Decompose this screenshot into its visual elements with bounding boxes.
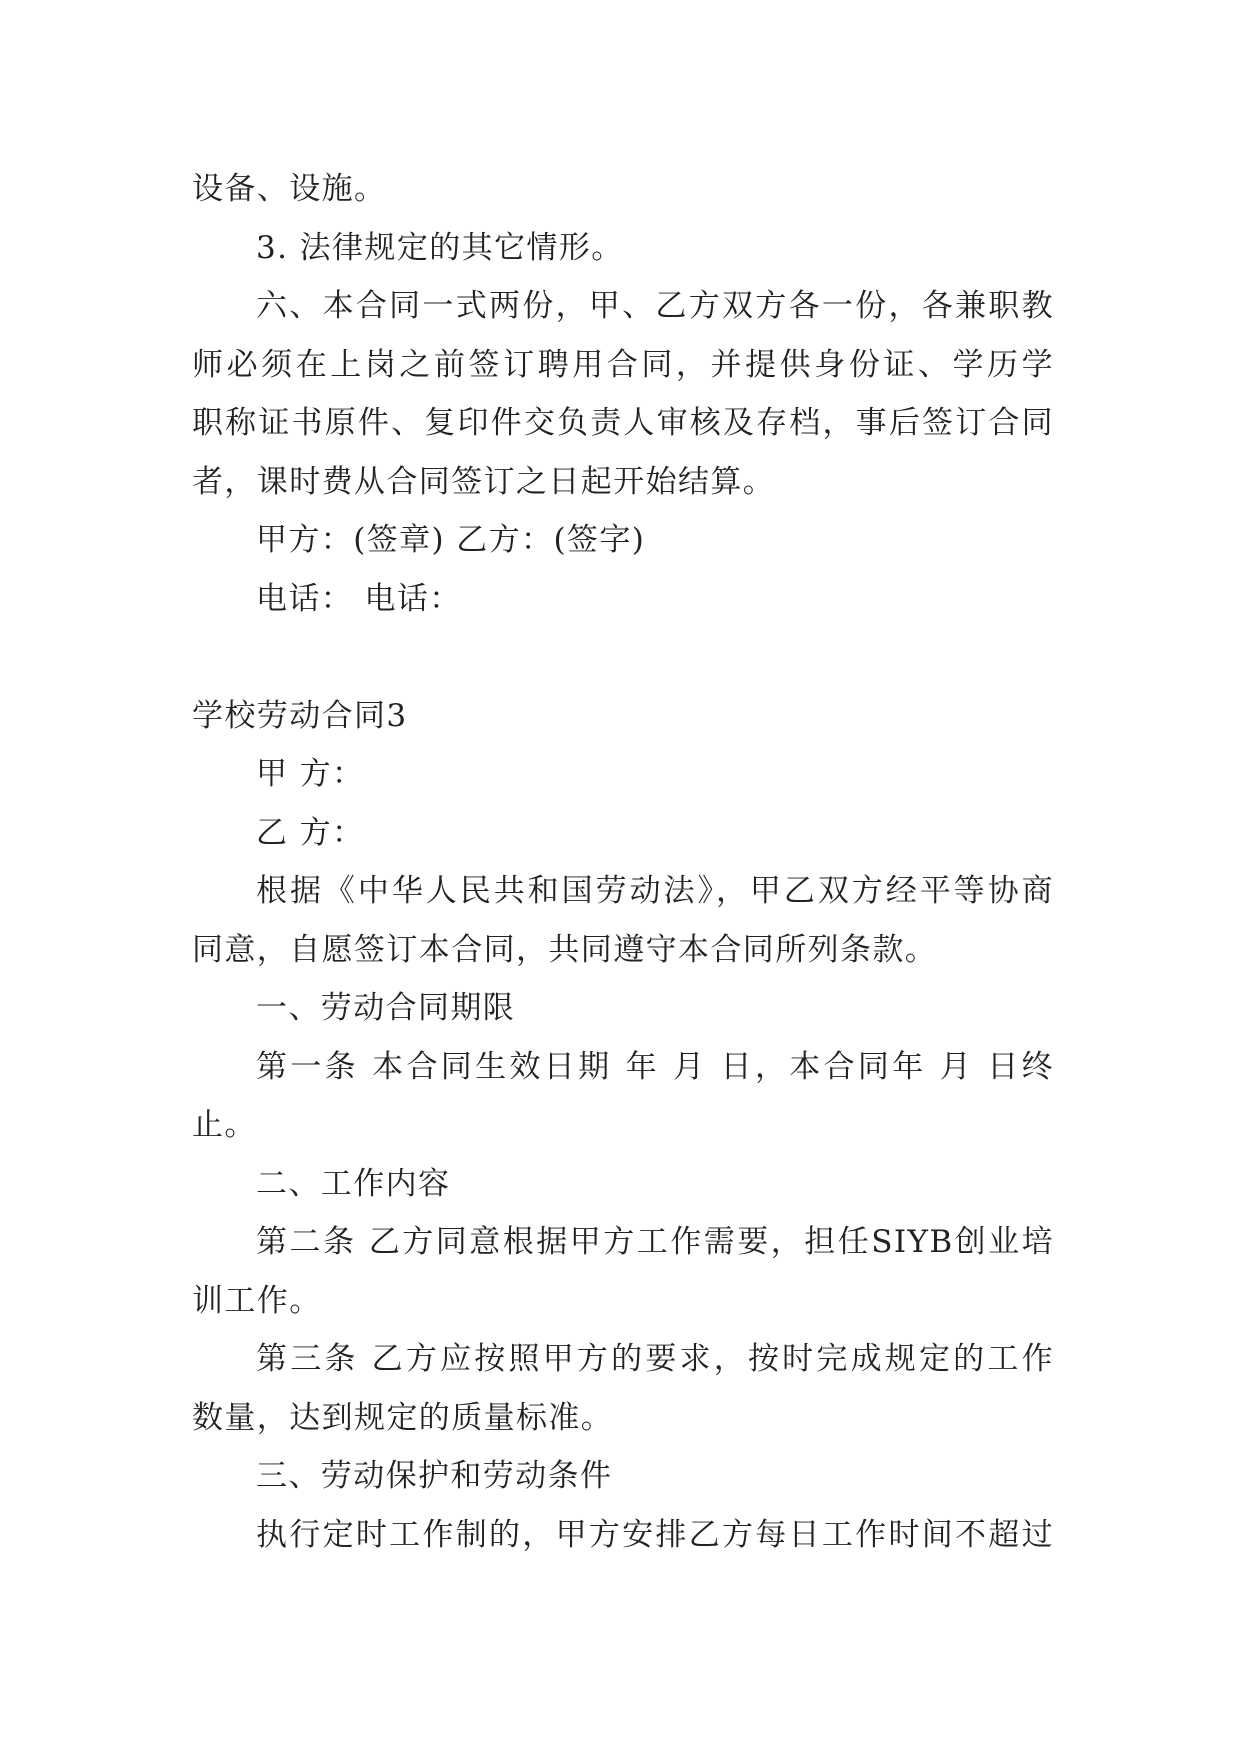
section-heading-2: 二、工作内容 <box>256 1165 451 1202</box>
text-line-section-6: 六、本合同一式两份，甲、乙方双方各一份，各兼职教 <box>256 288 1054 324</box>
text-line-article-2: 第二条 乙方同意根据甲方工作需要，担任SIYB创业培 <box>256 1224 1054 1260</box>
text-line-clause-3: 3. 法律规定的其它情形。 <box>256 229 624 266</box>
text-line-preamble-cont: 同意，自愿签订本合同，共同遵守本合同所列条款。 <box>192 931 938 968</box>
phone-line: 电话： 电话： <box>256 580 462 617</box>
text-line-article-1: 第一条 本合同生效日期 年 月 日，本合同年 月 日终 <box>256 1048 1054 1085</box>
document-body <box>192 160 1054 1564</box>
section-heading-3: 三、劳动保护和劳动条件 <box>256 1458 613 1494</box>
text-line-preamble: 根据《中华人民共和国劳动法》，甲乙双方经平等协商 <box>256 873 1054 909</box>
text-line-article-3: 第三条 乙方应按照甲方的要求，按时完成规定的工作 <box>256 1341 1054 1377</box>
text-line-article-2-cont: 训工作。 <box>192 1282 322 1319</box>
text-line-section-6-cont-3: 者，课时费从合同签订之日起开始结算。 <box>192 463 776 500</box>
section-heading-1: 一、劳动合同期限 <box>256 990 516 1026</box>
text-line-working-hours: 执行定时工作制的，甲方安排乙方每日工作时间不超过 <box>256 1516 1054 1553</box>
text-line-section-6-cont-1: 师必须在上岗之前签订聘用合同，并提供身份证、学历学 <box>192 346 1054 383</box>
signature-line: 甲方：(签章) 乙方：(签字) <box>256 522 646 558</box>
party-a-line: 甲 方： <box>256 756 365 792</box>
party-b-line: 乙 方： <box>256 814 365 851</box>
contract-heading: 学校劳动合同3 <box>192 697 408 734</box>
text-line-equipment: 设备、设施。 <box>192 171 387 207</box>
text-line-article-1-cont: 止。 <box>192 1107 257 1143</box>
paragraph-gap <box>192 628 1054 687</box>
text-line-section-6-cont-2: 职称证书原件、复印件交负责人审核及存档，事后签订合同 <box>192 405 1054 441</box>
text-line-article-3-cont: 数量，达到规定的质量标准。 <box>192 1399 614 1436</box>
